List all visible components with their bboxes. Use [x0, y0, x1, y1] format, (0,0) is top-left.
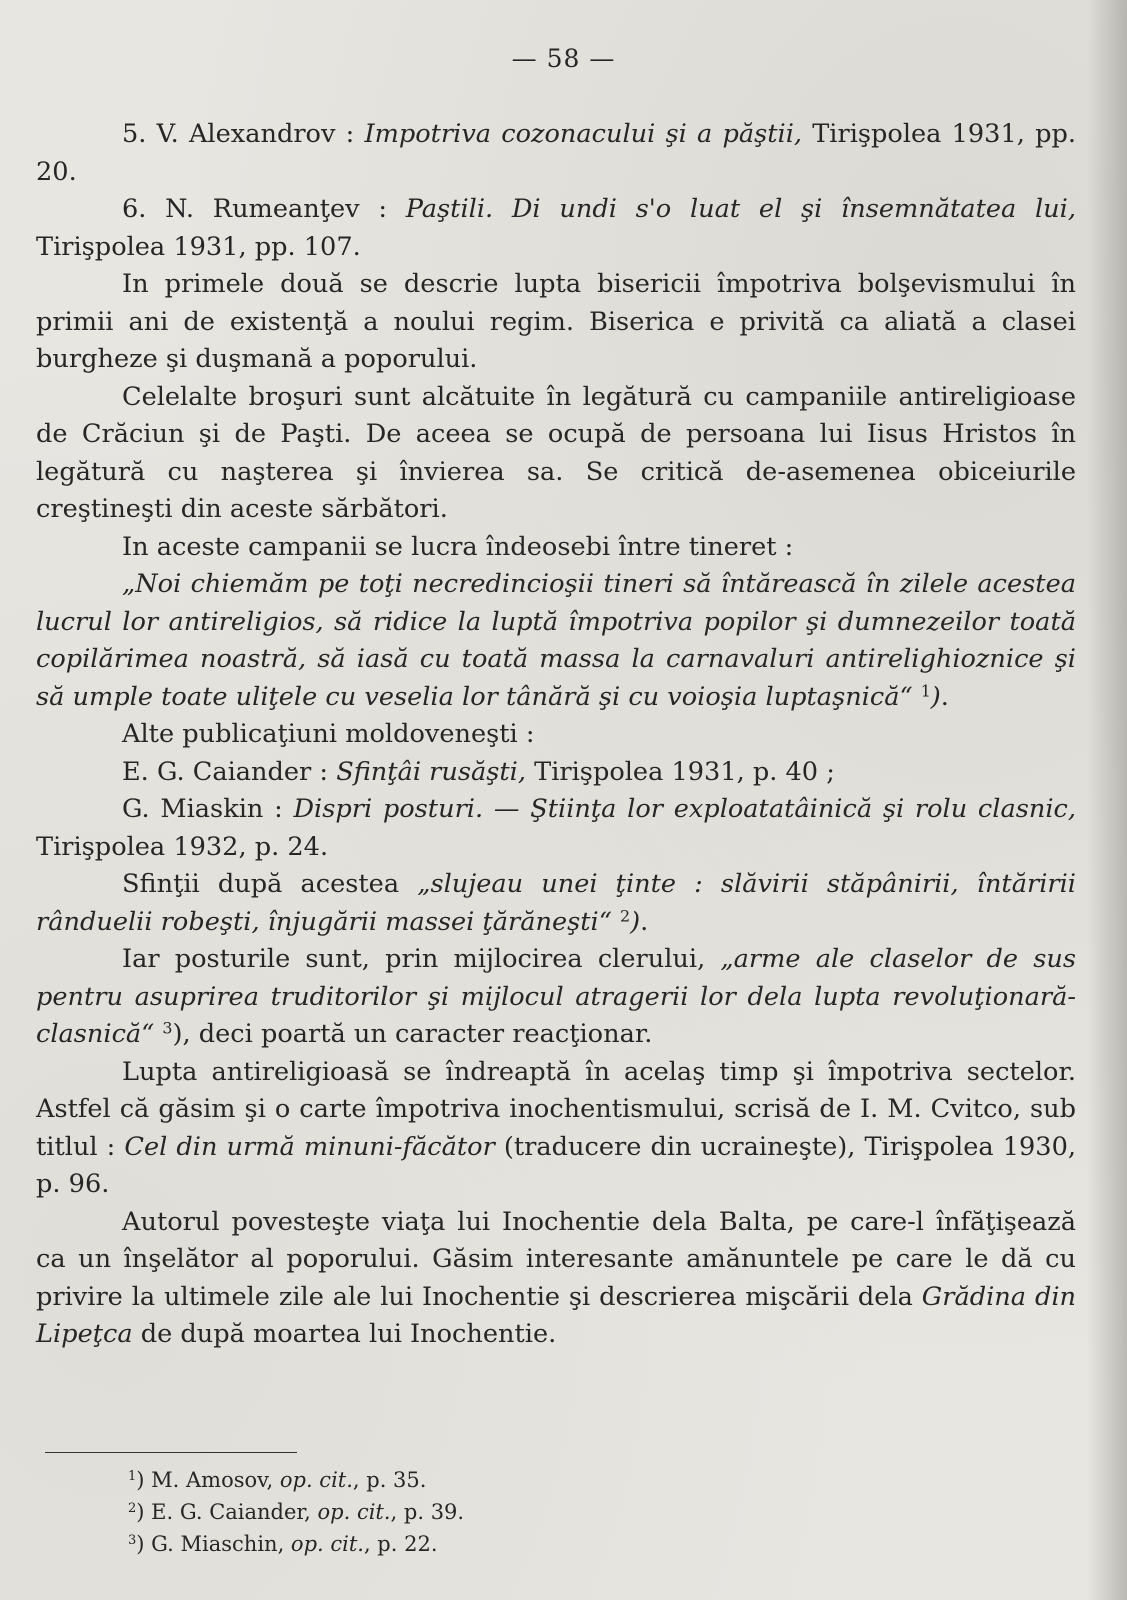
- italic-text: Dispri posturi. — Ştiinţa lor exploatatâinică şi rolu clasnic,: [293, 794, 1076, 824]
- italic-text: Grădina din Lipeţca: [36, 1281, 1076, 1349]
- paragraph: [36, 1054, 1076, 1204]
- footnote-author: ) G. Miaschin,: [136, 1532, 291, 1556]
- italic-text: Impotriva cozonacului şi a păştii,: [364, 119, 803, 149]
- paragraph: [36, 529, 1076, 567]
- text-run: Tirişpolea 1931, pp. 107.: [36, 231, 361, 262]
- footnote-page: , p. 22.: [363, 1532, 438, 1556]
- text-run: In aceste campanii se lucra îndeosebi între tineret :: [122, 531, 794, 562]
- text-run: Alte publicaţiuni moldoveneşti :: [122, 719, 535, 749]
- paragraph: [36, 1204, 1076, 1354]
- text-run: Autorul povesteşte viaţa lui Inochentie dela Balta, pe care-l înfăţişează ca un înşelător al poporului. Găsim interesante amănuntele pe care le dă cu privire la ultimele zile ale lui Inochentie şi descrierea mişcării dela: [36, 1206, 1076, 1312]
- italic-text: „slujeau unei ţinte : slăvirii stăpânirii, întăririi rânduelii robeşti, înjugării massei ţărăneşti“: [36, 869, 1076, 937]
- footnote-page: , p. 35.: [352, 1468, 427, 1492]
- paragraph: [36, 754, 1076, 792]
- footnote: [128, 1496, 728, 1528]
- paragraph: [36, 379, 1076, 529]
- footnote-marker: 2: [619, 905, 631, 925]
- paragraph: [36, 791, 1076, 866]
- body-text: [36, 116, 1076, 1354]
- page-number: — 58 —: [511, 44, 616, 73]
- text-run: 5. V. Alexandrov :: [122, 119, 365, 149]
- footnote-ref: op. cit.: [279, 1468, 353, 1492]
- text-run: Lupta antireligioasă se îndreaptă în acelaş timp şi împotriva sectelor. Astfel că găsim şi o carte împotriva inochentismului, scrisă de I. M. Cvitco, sub titlul :: [36, 1056, 1076, 1162]
- footnote-ref: op. cit.: [317, 1500, 391, 1524]
- paragraph: [36, 116, 1076, 191]
- text-run: Tirişpolea 1931, p. 40 ;: [526, 756, 835, 787]
- text-run: E. G. Caiander :: [122, 756, 337, 787]
- footnote-marker: 3: [162, 1018, 173, 1038]
- italic-text: Cel din urmă minuni-făcător: [124, 1131, 495, 1162]
- footnote-number: 3: [128, 1532, 137, 1548]
- text-run: In primele două se descrie lupta bisericii împotriva bolşevismului în primii ani de existenţă a noului regim. Biserica e privită ca aliată a clasei burgheze şi duşmană a poporului.: [36, 269, 1076, 374]
- paragraph: [36, 941, 1076, 1054]
- footnote: [128, 1528, 728, 1560]
- text-run: Tirişpolea 1931, pp. 20.: [36, 119, 1076, 187]
- italic-text: ): [930, 681, 941, 712]
- footnote-marker: 1: [920, 680, 931, 700]
- footnote-author: ) M. Amosov,: [136, 1468, 280, 1492]
- text-run: 6. N. Rumeanţev :: [122, 194, 406, 224]
- footnote-rule: [45, 1452, 297, 1453]
- paragraph: [36, 866, 1076, 941]
- paragraph: [36, 191, 1076, 266]
- text-run: .: [940, 681, 949, 712]
- paragraph: [36, 716, 1076, 754]
- italic-text: „arme ale claselor de sus pentru asuprirea truditorilor şi mijlocul atragerii lor dela lupta revoluţionară-clasnică“: [36, 944, 1076, 1049]
- footnote-number: 2: [128, 1500, 137, 1516]
- footnote-author: ) E. G. Caiander,: [136, 1500, 318, 1524]
- italic-text: ): [630, 906, 641, 937]
- text-run: .: [640, 906, 649, 937]
- italic-text: Sfinţâi rusăşti,: [336, 756, 526, 787]
- text-run: de după moartea lui Inochentie.: [132, 1319, 557, 1349]
- footnotes: [128, 1464, 728, 1560]
- text-run: G. Miaskin :: [122, 794, 294, 824]
- footnote-page: , p. 39.: [390, 1500, 465, 1524]
- text-run: [612, 907, 620, 937]
- text-run: (traducere din ucraineşte), Tirişpolea 1930, p. 96.: [36, 1131, 1076, 1199]
- footnote: [128, 1464, 728, 1496]
- paragraph: [36, 566, 1076, 716]
- text-run: Sfinţii după acestea: [122, 869, 418, 899]
- footnote-ref: op. cit.: [290, 1532, 364, 1556]
- text-run: ), deci poartă un caracter reacţionar.: [172, 1019, 653, 1049]
- text-run: Celelalte broşuri sunt alcătuite în legătură cu campaniile antireligioase de Crăciun şi de Paşti. De aceea se ocupă de persoana lui Iisus Hristos în legătură cu naşterea şi învierea sa. Se critică de-asemenea obiceiurile creştineşti din aceste sărbători.: [36, 381, 1076, 524]
- italic-text: Paştili. Di undi s'o luat el şi însemnătatea lui,: [405, 194, 1076, 224]
- text-run: Tirişpolea 1932, p. 24.: [36, 831, 329, 862]
- italic-text: „Noi chiemăm pe toţi necredincioşii tineri să întărească în zilele acestea lucrul lor antireligios, să ridice la luptă împotriva popilor şi dumnezeilor toată copilărimea noastră, să iasă cu toată massa la carnavaluri antirelighioznice şi să umple toate uliţele cu veselia lor tânără şi cu voioşia luptaşnică“: [36, 569, 1076, 712]
- text-run: [913, 682, 921, 712]
- footnote-number: 1: [128, 1468, 137, 1484]
- paragraph: [36, 266, 1076, 379]
- text-run: Iar posturile sunt, prin mijlocirea clerului,: [122, 944, 721, 974]
